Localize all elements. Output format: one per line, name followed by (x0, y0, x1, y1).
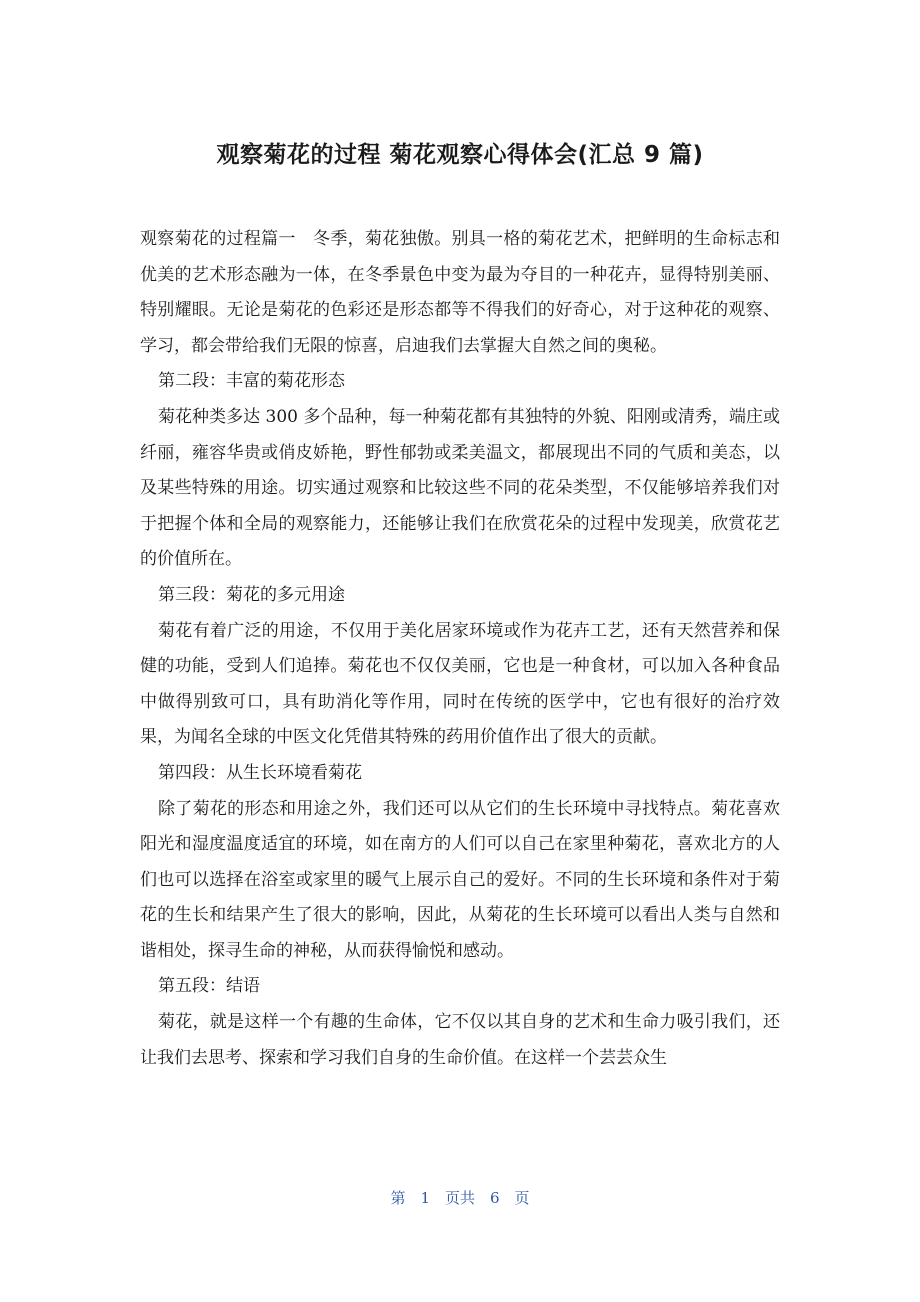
section-heading: 第三段：菊花的多元用途 (158, 584, 345, 605)
section-paragraph: 菊花种类多达 300 多个品种，每一种菊花都有其独特的外貌、阳刚或清秀，端庄或纤丽，雍容华贵或俏皮娇艳，野性郁勃或柔美温文，都展现出不同的气质和美态，以及某些特殊的用途。切实通过观察和比较这些不同的花朵类型，不仅能够培养我们对于把握个体和全局的观察能力，还能够让我们在欣赏花朵的过程中发现美，欣赏花艺的价值所在。 (140, 406, 780, 570)
section-heading: 第五段：结语 (158, 976, 260, 997)
section-paragraph: 菊花有着广泛的用途，不仅用于美化居家环境或作为花卉工艺，还有天然营养和保健的功能，受到人们追捧。菊花也不仅仅美丽，它也是一种食材，可以加入各种食品中做得别致可口，具有助消化等作用，同时在传统的医学中，它也有很好的治疗效果，为闻名全球的中医文化凭借其特殊的药用价值作出了很大的贡献。 (140, 620, 780, 748)
section-paragraph: 菊花，就是这样一个有趣的生命体，它不仅以其自身的艺术和生命力吸引我们，还让我们去思考、探索和学习我们自身的生命价值。在这样一个芸芸众生 (140, 1012, 780, 1068)
section-heading: 第四段：从生长环境看菊花 (158, 762, 362, 783)
section-heading: 第二段：丰富的菊花形态 (158, 371, 345, 392)
document-body (140, 222, 780, 1076)
document-title: 观察菊花的过程 菊花观察心得体会(汇总 9 篇) (216, 142, 704, 168)
page-number-footer: 第 1 页共 6 页 (390, 1189, 530, 1207)
section-paragraph: 除了菊花的形态和用途之外，我们还可以从它们的生长环境中寻找特点。菊花喜欢阳光和湿度温度适宜的环境，如在南方的人们可以自己在家里种菊花，喜欢北方的人们也可以选择在浴室或家里的暖气上展示自己的爱好。不同的生长环境和条件对于菊花的生长和结果产生了很大的影响，因此，从菊花的生长环境可以看出人类与自然和谐相处，探寻生命的神秘，从而获得愉悦和感动。 (140, 798, 780, 961)
intro-paragraph: 观察菊花的过程篇一 冬季，菊花独傲。别具一格的菊花艺术，把鲜明的生命标志和优美的艺术形态融为一体，在冬季景色中变为最为夺目的一种花卉，显得特别美丽、特别耀眼。无论是菊花的色彩还是形态都等不得我们的好奇心，对于这种花的观察、学习，都会带给我们无限的惊喜，启迪我们去掌握大自然之间的奥秘。 (140, 229, 780, 356)
